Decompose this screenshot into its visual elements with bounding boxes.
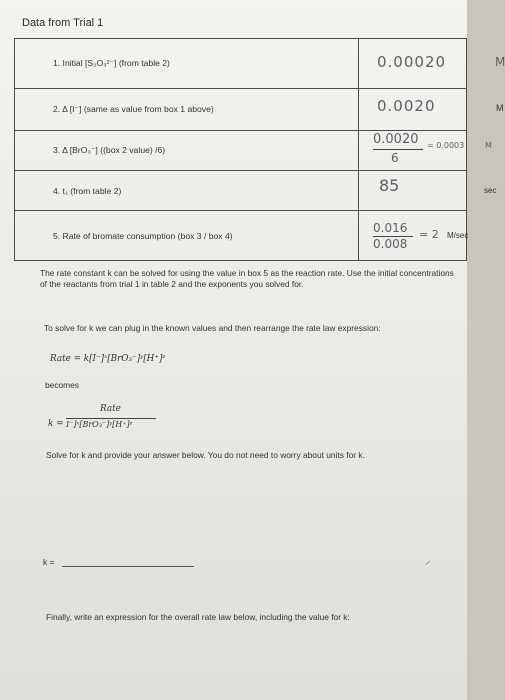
answer-cell [359,131,492,171]
table-row [15,131,467,171]
k-equals-label: k = [48,419,64,429]
answer-cell [359,39,505,89]
k-answer-field[interactable] [62,566,194,567]
handwritten-answer: = 2 [419,228,439,241]
unit-label: M/sec [447,231,469,240]
fraction-numerator: 0.0020 [373,132,419,147]
pen-mark-icon: ⸝ [425,554,431,567]
unit-label: sec [484,186,497,195]
final-instructions: Finally, write an expression for the overall rate law below, including the value for k: [46,612,350,622]
instructions-rate-constant: The rate constant k can be solved for using the value in box 5 as the reaction rate. Use the initial concentrations of the reactants from trial 1 in table 2 and the exponents you solved for. [40,268,454,289]
unit-label: M [496,103,504,113]
row-label: 4. t₁ (from table 2) [15,171,359,211]
unit-label: M [495,55,505,69]
answer-cell [359,211,467,261]
unit-label: M [485,141,492,150]
solve-instructions: Solve for k and provide your answer below. You do not need to worry about units for k. [46,450,365,460]
handwritten-answer: 0.00020 [377,53,447,71]
k-denominator: I⁻]ˣ[BrO₃⁻]ʸ[H⁺]ᶻ [66,420,133,429]
fraction-denominator: 6 [391,151,399,165]
row-label: 5. Rate of bromate consumption (box 3 / box 4) [15,211,359,261]
fraction-numerator: 0.016 [373,221,408,235]
k-numerator: Rate [100,404,121,414]
row-label: 2. Δ [I⁻] (same as value from box 1 above) [15,89,359,131]
table-row [15,171,467,211]
table-row [15,39,467,89]
fraction-denominator: 0.008 [373,237,408,251]
answer-cell [359,89,504,131]
trial-data-table [14,38,505,261]
row-label: 1. Initial [S₂O₃²⁻] (from table 2) [15,39,359,89]
table-row [15,89,467,131]
page-heading: Data from Trial 1 [22,17,104,29]
fraction-bar [373,149,423,150]
handwritten-answer: = 0.0003 [427,141,465,150]
rate-law-expression: Rate = k[I⁻]ˣ[BrO₃⁻]ʸ[H⁺]ᶻ [50,354,166,364]
answer-cell [359,171,497,211]
instructions-plug-in: To solve for k we can plug in the known values and then rearrange the rate law expression: [44,323,381,333]
k-answer-label: k = [43,557,55,567]
table-row [15,211,467,261]
handwritten-answer: 0.0020 [377,97,436,115]
fraction-bar [66,418,156,419]
becomes-label: becomes [45,380,79,390]
handwritten-answer: 85 [379,176,400,195]
row-label: 3. Δ [BrO₃⁻] ((box 2 value) /6) [15,131,359,171]
